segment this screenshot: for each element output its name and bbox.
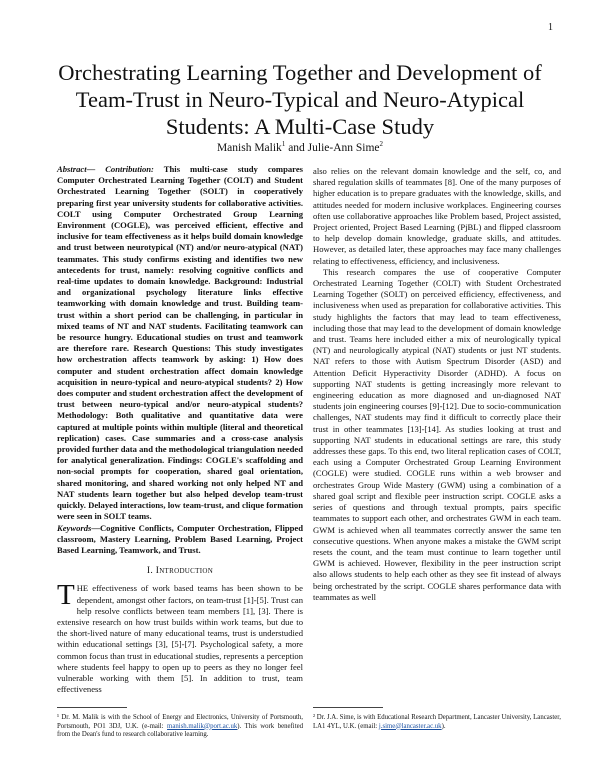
author-2-marker: 2 [379, 140, 384, 148]
author-joiner: and [285, 141, 308, 154]
footnote-2-text: ² Dr. J.A. Sime, is with Educational Research Department, Lancaster University, Lancaster, LA1 4YL, U.K. (email: [313, 714, 561, 730]
section-heading-introduction: I. Introduction [146, 566, 214, 577]
left-column [57, 164, 303, 695]
keywords [57, 523, 303, 557]
abstract [57, 164, 303, 523]
footnote-2-text-end: ). [441, 722, 446, 730]
footnote-1-text: ¹ Dr. M. Malik is with the School of Energy and Electronics, University of Portsmouth, Portsmouth, PO1 3DJ, U.K. (e-mail: [57, 714, 303, 730]
footnote-1-text-end: ). This work benefited from the Dean's fund to research collaborative learning. [57, 722, 303, 739]
right-paragraph-1: also relies on the relevant domain knowledge and the self, co, and shared regulation skills of teammates [8]. One of the many purposes of higher education is to prepare graduates with the knowledge, skills, and attitudes needed for modern inclusive workplaces. Engineering courses often use collaborative approaches like Problem based, Project assisted, Project oriented, Project Based Learning (PjBL) and flipped classroom to help develop domain knowledge, graduate skills, and attitudes. However, as detailed later, these approaches may face many challenges relating to effectiveness, efficiency, and inclusiveness. [313, 166, 561, 266]
footnote-author-2 [313, 714, 561, 731]
author-line [0, 140, 600, 154]
author-1-name: Manish Malik [216, 141, 282, 154]
keywords-lead: Keywords [57, 522, 92, 533]
author-1-marker: 1 [281, 140, 286, 148]
abstract-body: This multi-case study compares Computer Orchestrated Learning Together (COLT) and Student Orchestrated Learning Together (SOLT) in cooperatively preparing first year university students for collaborative activities. COLT using Computer Orchestrated Group Learning Environment (COGLE), was perceived efficient, effective and inclusive for team effectiveness as it helps build domain knowledge and trust between neurotypical (NT) and/or neuro-atypical (NAT) teammates. This study confirms existing and identifies two new antecedents for trust, namely: resolving cognitive conflicts and real-time updates to domain knowledge. Background: Industrial and organizational psychology literature links effective teamworking with domain knowledge and trust. Building team-trust within a short period can be challenging, in particular in mixed teams of NT and NAT students. Facilitating teamwork can be resource hungry. Educational studies on trust and teamwork are therefore rare. Research Questions: This study investigates how orchestration affects teamwork by asking: 1) How does computer and student orchestration affect domain knowledge acquisition in neuro-typical and neuro-atypical students? 2) How does computer and student orchestration affect the development of trust between neuro-typical and/or neuro-atypical students? Methodology: Both qualitative and quantitative data were captured at multiple points within multiple (literal and theoretical replication) cases. Case summaries and a cross-case analysis provided further data and the methodological triangulation needed for analytical generalization. Findings: COGLE's scaffolding and non-social prompts for cooperation, shared goal orientation, shared monitoring, and shared working not only helped NT and NAT students learn together but also helped develop team-trust quickly. Delayed interactions, low team-trust, and clique formation were seen in SOLT teams. [57, 164, 303, 522]
right-column [313, 166, 561, 603]
intro-paragraph-text: HE effectiveness of work based teams has been shown to be dependent, amongst other factors, on team-trust [1]-[5]. Trust can help resolve conflicts between team members [1], [3]. There is extensive research on how trust builds within work teams, but due to the short-lived nature of many educational teams, trust is understudied within educational settings [3], [5]-[7]. Psychological safety, a more common focus than trust in educational studies, represents a perception where students feel happy to open up to peers as they no longer feel vulnerable working with them [5]. In addition to trust, team effectiveness [57, 583, 303, 695]
page-number: 1 [548, 22, 553, 33]
footnote-author-1 [57, 714, 303, 740]
paper-title: Orchestrating Learning Together and Development of Team-Trust in Neuro-Typical and Neuro-Atypical Students: A Multi-Case Study [58, 60, 542, 139]
abstract-lead: Abstract— Contribution: [57, 164, 154, 174]
right-paragraph-2: This research compares the use of cooperative Computer Orchestrated Learning Together (COLT) with Student Orchestrated Learning Together (SOLT) on perceived efficiency, effectiveness, and inclusiveness when used as preparation for collaborative activities. This study highlights the factors that may lead to team effectiveness, including those that may lead to the development of domain knowledge and trust. Teams here included either a mix of neurologically typical (NT) and neurologically atypical (NAT) students or just NT students. NAT refers to those with Autism Spectrum Disorder (ASD) and Attention Deficit Hyperactivity Disorder (ADHD). A focus on supporting NAT students is getting increasingly more relevant to engineering education as more diagnosed and un-diagnosed NAT students join engineering courses [9]-[12]. Due to socio-communication challenges, NAT students may find it difficult to correctly place their trust in other teammates [13]-[14]. As studies looking at trust and supporting NAT students in educational settings are rare, this study addresses these gaps. To this end, two literal replication cases of COLT, each using a Computer Orchestrated Group Learning Environment (COGLE) were studied. COGLE runs within a web browser and orchestrates Group Wide Mastery (GWM) using a combination of a shared goal script and flexible peer instruction script. COGLE asks a series of questions and through textual prompts, pairs specific teammates to support each other, and orchestrates GWM in each team. GWM is achieved when all teammates correctly answer the same ten consecutive questions. When anyone makes a mistake the GWM script resets the count, and the team must continue to learn together until GWM is achieved. However, flexibility in the peer instruction script also allows students to help each other as they see fit instead of always being orchestrated by the script. COGLE shares performance data with teammates as well [313, 266, 561, 602]
footnote-rule-left [57, 707, 127, 708]
email-link-author-2[interactable]: j.sime@lancaster.ac.uk [378, 722, 442, 730]
keywords-body: —Cognitive Conflicts, Computer Orchestration, Flipped classroom, Mastery Learning, Problem Based Learning, Project Based Learning, Teamwork, and Trust. [57, 522, 303, 555]
intro-paragraph [57, 579, 303, 695]
footnote-rule-right [313, 707, 383, 708]
email-link-author-1[interactable]: manish.malik@port.ac.uk [167, 722, 238, 730]
author-2-name: Julie-Ann Sime [307, 141, 380, 154]
drop-cap: T [57, 579, 75, 612]
